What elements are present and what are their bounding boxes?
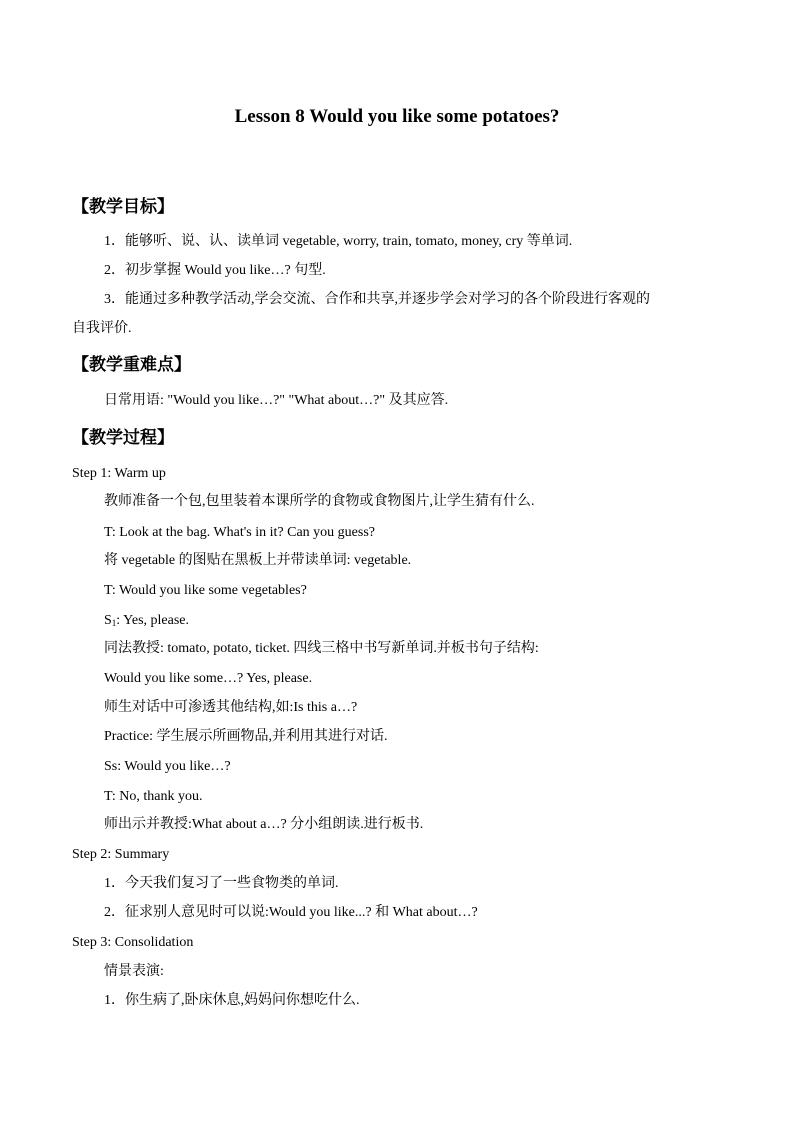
step1-line-2: T: Look at the bag. What's in it? Can you guess? [104,525,376,540]
step1-line-9: Practice: 学生展示所画物品,并利用其进行对话. [104,729,388,744]
step2-line-2: 2．征求别人意见时可以说:Would you like...? 和 What about…? [104,905,478,920]
step1-line-10: Ss: Would you like…? [104,759,231,774]
heading-key-points: 【教学重难点】 [72,355,191,375]
speaker-subscript: 1 [111,618,117,628]
step3-line-1: 情景表演: [104,964,164,979]
page-title: Lesson 8 Would you like some potatoes? [234,106,560,127]
heading-process: 【教学过程】 [72,428,174,448]
step1-line-1: 教师准备一个包,包里装着本课所学的食物或食物图片,让学生猜有什么. [104,494,535,509]
step1-label: Step 1: Warm up [72,466,166,481]
speaker-reply: : Yes, please. [116,613,190,628]
step1-line-8: 师生对话中可渗透其他结构,如:Is this a…? [104,700,358,715]
step1-line-3: 将 vegetable 的图贴在黑板上并带读单词: vegetable. [104,553,412,568]
step3-label: Step 3: Consolidation [72,935,194,950]
heading-objectives: 【教学目标】 [72,197,174,217]
objective-item-1: 1．能够听、说、认、读单词 vegetable, worry, train, tomato, money, cry 等单词. [104,234,573,249]
step2-line-1: 1．今天我们复习了一些食物类的单词. [104,876,339,891]
step1-line-12: 师出示并教授:What about a…? 分小组朗读.进行板书. [104,817,424,832]
step1-line-7: Would you like some…? Yes, please. [104,671,313,686]
step1-line-4: T: Would you like some vegetables? [104,583,307,598]
step1-line-6: 同法教授: tomato, potato, ticket. 四线三格中书写新单词.并板书句子结构: [104,641,539,656]
step2-label: Step 2: Summary [72,847,170,862]
step3-line-2: 1．你生病了,卧床休息,妈妈问你想吃什么. [104,993,360,1008]
objective-item-3-cont: 自我评价. [72,321,132,336]
key-points-text: 日常用语: "Would you like…?" "What about…?" 及其应答. [104,393,449,408]
step1-line-5 [104,611,189,633]
step1-line-11: T: No, thank you. [104,789,203,804]
objective-item-2: 2．初步掌握 Would you like…? 句型. [104,263,326,278]
speaker-s: S [104,613,112,628]
objective-item-3: 3．能通过多种教学活动,学会交流、合作和共享,并逐步学会对学习的各个阶段进行客观的 [104,292,650,307]
